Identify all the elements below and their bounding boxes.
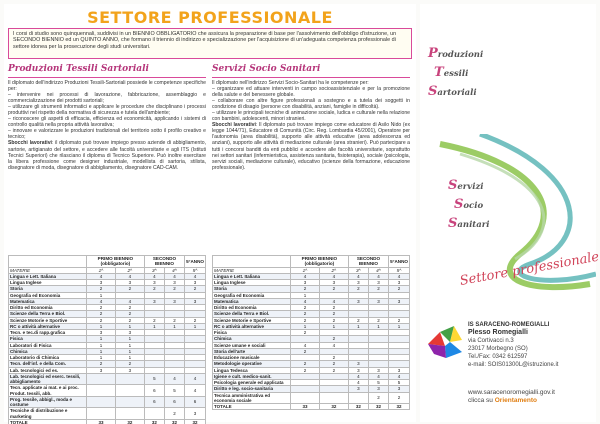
hours-cell: 2	[389, 392, 410, 404]
hours-cell: 1	[87, 355, 116, 361]
total-cell: 32	[319, 404, 348, 410]
school-info	[468, 321, 594, 369]
hours-cell: 4	[144, 273, 164, 279]
description-sociali	[212, 80, 410, 253]
description-tessili	[8, 80, 206, 253]
header-year: 5^	[185, 267, 206, 273]
subjects-table-tessili	[8, 255, 206, 424]
hours-cell: 2	[115, 305, 144, 311]
hours-cell: 2	[319, 361, 348, 367]
hours-cell: 1	[164, 323, 184, 329]
acronym-line	[454, 193, 489, 212]
acronym-word: essili	[443, 69, 469, 79]
header-year: 2^	[319, 267, 348, 273]
subject-name: Tecn. e tec.di rapp.grafica	[9, 330, 87, 336]
total-label: TOTALE	[9, 419, 87, 424]
hours-cell: 2	[115, 311, 144, 317]
hours-cell: 1	[115, 336, 144, 342]
subject-name: Matematica	[213, 298, 291, 304]
acronym-letter: S	[448, 216, 458, 231]
header-materie: MATERIE	[9, 267, 87, 273]
total-cell: 32	[164, 419, 184, 424]
hours-cell: 5	[368, 380, 388, 386]
subject-name: Geografia ed Economia	[9, 292, 87, 298]
hours-cell: 3	[144, 298, 164, 304]
hours-cell: 3	[348, 386, 368, 392]
desc-line	[212, 122, 410, 170]
hours-cell: 3	[115, 280, 144, 286]
acronym-line	[428, 80, 483, 99]
header-materie: MATERIE	[213, 267, 291, 273]
acronym-line	[428, 42, 483, 61]
hours-cell: 5	[164, 385, 184, 397]
subject-name: Lingua Inglese	[213, 280, 291, 286]
subject-name: Lab. tecnologici ed es.	[9, 367, 87, 373]
total-cell: 32	[348, 404, 368, 410]
hours-cell: 2	[185, 317, 206, 323]
hours-cell: 2	[389, 286, 410, 292]
acronym-word: roduzioni	[437, 50, 484, 60]
school-logo-icon	[426, 322, 464, 360]
table-row	[213, 392, 410, 404]
subject-name: Lingua e Lett. Italiana	[213, 273, 291, 279]
hours-cell	[87, 385, 116, 397]
hours-cell: 1	[87, 342, 116, 348]
header-empty	[213, 256, 291, 268]
total-cell: 32	[185, 419, 206, 424]
header-year: 1^	[87, 267, 116, 273]
subject-name: Diritto ed Economia	[9, 305, 87, 311]
header-year: 5^	[389, 267, 410, 273]
hours-cell: 1	[144, 323, 164, 329]
hours-cell: 4	[348, 380, 368, 386]
hours-cell: 1	[115, 348, 144, 354]
hours-cell: 3	[319, 280, 348, 286]
header-year: 3^	[348, 267, 368, 273]
heading-tessili: Produzioni Tessili Sartoriali	[8, 64, 206, 78]
hours-cell: 1	[115, 355, 144, 361]
hours-cell: 2	[291, 367, 320, 373]
hours-cell: 5	[144, 373, 164, 385]
subject-name: Storia	[9, 286, 87, 292]
hours-cell: 3	[389, 367, 410, 373]
hours-cell: 4	[115, 273, 144, 279]
hours-cell: 3	[389, 280, 410, 286]
header-year: 1^	[291, 267, 320, 273]
acronym-word: artoriali	[437, 88, 477, 98]
hours-cell: 4	[319, 342, 348, 348]
total-cell: 32	[368, 404, 388, 410]
plesso-name: Plesso Romegialli	[468, 329, 528, 336]
subject-name: Lingua e Lett. Italiana	[9, 273, 87, 279]
acronym-letter: P	[428, 46, 438, 61]
hours-cell: 4	[348, 273, 368, 279]
hours-cell: 2	[319, 355, 348, 361]
subject-name: Laboratorio di Chimica	[9, 355, 87, 361]
hours-cell: 2	[164, 317, 184, 323]
subject-name: RC o attività alternative	[213, 323, 291, 329]
hours-cell: 1	[291, 323, 320, 329]
subject-name: Storia	[213, 286, 291, 292]
total-cell: 32	[115, 419, 144, 424]
column-sociali	[212, 64, 410, 420]
hours-cell: 1	[115, 323, 144, 329]
hours-cell: 3	[389, 298, 410, 304]
hours-cell: 2	[368, 392, 388, 404]
table-row	[9, 373, 206, 385]
hours-cell: 1	[389, 323, 410, 329]
pts-tessili-acronym	[428, 42, 483, 99]
hours-cell: 2	[319, 305, 348, 311]
acronym-word: anitari	[457, 220, 490, 230]
hours-cell	[115, 385, 144, 397]
hours-cell: 2	[291, 348, 320, 354]
intro-box: I corsi di studio sono quinquennali, suddivisi in un BIENNIO OBBLIGATORIO che assicura la preparazione di base per l'assolvimento dell'obbligo d'istruzione, un SECONDO BIENNIO ed un QUINTO ANNO, che formano il triennio di indirizzo e specializzazione per l'acquisizione di un'adeguata competenza professionale di settore idonea per la prosecuzione degli studi universitari.	[8, 28, 412, 59]
hours-cell: 4	[291, 298, 320, 304]
table-row	[9, 408, 206, 420]
hours-cell: 3	[368, 367, 388, 373]
acronym-line	[448, 174, 489, 193]
hours-cell: 1	[87, 336, 116, 342]
subject-name: Laboratori di Fisica	[9, 342, 87, 348]
subject-name: Chimica	[9, 348, 87, 354]
subject-name: Geografia ed Economia	[213, 292, 291, 298]
hours-cell: 3	[164, 298, 184, 304]
desc-line: – riconoscere gli aspetti di efficacia, efficienza ed economicità, applicando i sistemi di controllo qualità nella propria attività lavorativa;	[8, 116, 206, 129]
hours-cell: 4	[319, 298, 348, 304]
hours-cell: 2	[87, 305, 116, 311]
hours-cell: 2	[389, 317, 410, 323]
hours-cell: 3	[185, 280, 206, 286]
hours-cell: 3	[115, 330, 144, 336]
hours-cell: 2	[368, 286, 388, 292]
address: via Cortivacci n.3	[468, 338, 514, 344]
hours-cell	[87, 396, 116, 408]
header-year: 3^	[144, 267, 164, 273]
hours-cell: 2	[319, 317, 348, 323]
hours-cell: 2	[87, 286, 116, 292]
total-cell: 32	[144, 419, 164, 424]
hours-cell: 3	[164, 280, 184, 286]
desc-line: Il diplomato dell'indirizzo Produzioni Tessili-Sartoriali possiede le competenze specifiche per:	[8, 80, 206, 93]
desc-line: – organizzare ed attuare interventi in campo socioassistenziale e per la promozione della salute e del benessere globale.	[212, 86, 410, 99]
hours-cell: 2	[348, 317, 368, 323]
header-secondo-biennio: SECONDO BIENNIO	[144, 256, 184, 268]
desc-line	[8, 140, 206, 170]
hours-cell: 1	[87, 348, 116, 354]
hours-cell: 3	[185, 298, 206, 304]
orientamento-link[interactable]: Orientamento	[494, 397, 538, 404]
hours-cell: 2	[115, 361, 144, 367]
hours-cell: 1	[87, 292, 116, 298]
hours-cell: 2	[87, 311, 116, 317]
hours-cell: 2	[319, 367, 348, 373]
hours-cell: 6	[144, 396, 164, 408]
desc-line: – innovare e valorizzare le produzioni tradizionali del territorio sotto il profilo creativo e tecnico;	[8, 128, 206, 141]
subject-name: Lab. tecnologici ed eserc. tessili, abbigliamento	[9, 373, 87, 385]
hours-cell: 6	[185, 396, 206, 408]
hours-cell: 1	[368, 323, 388, 329]
subject-name: Scienze della Terra e Biol.	[9, 311, 87, 317]
hours-cell: 4	[319, 273, 348, 279]
acronym-letter: S	[454, 197, 464, 212]
acronym-letter: T	[434, 65, 444, 80]
hours-cell: 4	[368, 273, 388, 279]
subject-name: Fisica	[213, 330, 291, 336]
web-info	[468, 389, 594, 405]
hours-cell: 3	[348, 367, 368, 373]
hours-cell: 6	[144, 385, 164, 397]
hours-cell: 2	[319, 336, 348, 342]
total-cell: 33	[291, 404, 320, 410]
hours-cell: 3	[291, 280, 320, 286]
heading-sociali: Servizi Socio Sanitari	[212, 64, 410, 78]
hours-cell: 4	[164, 373, 184, 385]
pts-sociali-acronym	[448, 174, 489, 231]
subject-name: RC o attività alternative	[9, 323, 87, 329]
hours-cell: 2	[291, 317, 320, 323]
click-text: clicca su	[468, 397, 493, 404]
subject-name: Metodologie operative	[213, 361, 291, 367]
subject-name: Tecn. dell'inf. e della Com.	[9, 361, 87, 367]
desc-line: – collaborare con altre figure professionali a sostegno e a tutela dei soggetti in condizione di disagio (persone con disabilità, anziani, famiglie in difficoltà).	[212, 98, 410, 111]
hours-cell	[348, 392, 368, 404]
subject-name: Fisica	[9, 336, 87, 342]
hours-cell: 2	[348, 286, 368, 292]
hours-cell: 1	[291, 292, 320, 298]
hours-cell: 4	[87, 298, 116, 304]
hours-cell: 2	[291, 311, 320, 317]
desc-line: – intervenire nei processi di lavorazione, fabbricazione, assemblaggio e commercializzazione dei prodotti sartoriali;	[8, 92, 206, 105]
hours-cell: 2	[291, 305, 320, 311]
hours-cell	[291, 392, 320, 404]
hours-cell: 6	[164, 396, 184, 408]
subject-name: Scienze Motorie e Sportive	[9, 317, 87, 323]
hours-cell: 4	[185, 385, 206, 397]
table-row	[9, 396, 206, 408]
hours-cell: 2	[87, 361, 116, 367]
hours-cell: 2	[87, 317, 116, 323]
hours-cell: 4	[164, 273, 184, 279]
hours-cell: 3	[87, 330, 116, 336]
hours-cell: 2	[291, 361, 320, 367]
table-row	[9, 385, 206, 397]
hours-cell: 3	[185, 408, 206, 420]
hours-cell: 4	[185, 273, 206, 279]
hours-cell: 3	[87, 367, 116, 373]
sbocchi-text: : il diplomato può trovare impiego presso aziende di abbigliamento, sartorie, artigianato del settore, e accedere alle facoltà universitarie e agli ITS (Istituti Tecnici Superiori) che rilasciano il diploma di Tecnico Superiore. Può inoltre esercitare la libera professione come designer industriale, modellista di sartoria, stilista, disegnatore di moda, disegnatore di abbigliamento, disegnatore CAD-CAM.	[8, 140, 206, 171]
subject-name: Diritto e leg. socio-sanitaria	[213, 386, 291, 392]
website-link[interactable]: www.saracenoromegialli.gov.it	[468, 389, 555, 396]
header-primo-biennio: PRIMO BIENNIO (obbligatorio)	[291, 256, 349, 268]
hours-cell: 4	[291, 273, 320, 279]
header-secondo-biennio: SECONDO BIENNIO	[348, 256, 388, 268]
hours-cell: 2	[144, 286, 164, 292]
hours-cell: 4	[389, 273, 410, 279]
hours-cell	[87, 373, 116, 385]
hours-cell: 3	[348, 298, 368, 304]
cover-panel	[420, 4, 600, 422]
hours-cell: 4	[348, 373, 368, 379]
hours-cell: 2	[319, 311, 348, 317]
hours-cell: 2	[291, 286, 320, 292]
acronym-line	[434, 61, 483, 80]
subject-name: Scienze della Terra e Biol.	[213, 311, 291, 317]
hours-cell: 4	[185, 373, 206, 385]
hours-cell: 5	[389, 380, 410, 386]
header-year: 4^	[368, 267, 388, 273]
hours-cell: 2	[291, 330, 320, 336]
hours-cell	[115, 396, 144, 408]
subject-name: Scienze Motorie e Sportive	[213, 317, 291, 323]
table-total-row	[9, 419, 206, 424]
hours-cell: 3	[87, 280, 116, 286]
hours-cell: 4	[115, 298, 144, 304]
acronym-line	[448, 212, 489, 231]
desc-line: – utilizzare gli strumenti informatici e applicare le procedure che disciplinano i processi produttivi nel rispetto della normativa di sicurezza e tutela dell'ambiente;	[8, 104, 206, 117]
subjects-table-sociali	[212, 255, 410, 410]
subject-name: Lingua Inglese	[9, 280, 87, 286]
hours-cell: 4	[291, 342, 320, 348]
subject-name: Educazione musicale	[213, 355, 291, 361]
desc-line: Il diplomato nell'indirizzo Servizi Socio-Sanitari ha le competenze per:	[212, 80, 369, 86]
hours-cell: 3	[389, 386, 410, 392]
subject-name: Psicologia generale ed applicata	[213, 380, 291, 386]
hours-cell	[87, 408, 116, 420]
total-cell: 32	[389, 404, 410, 410]
hours-cell	[115, 373, 144, 385]
subject-name: Tecniche di distribuzione e marketing	[9, 408, 87, 420]
subject-name: Tecnica amministrativa ed economia sociale	[213, 392, 291, 404]
hours-cell: 3	[144, 280, 164, 286]
hours-cell: 2	[115, 317, 144, 323]
hours-cell: 3	[368, 386, 388, 392]
hours-cell: 2	[319, 286, 348, 292]
phone: Tel./Fax: 0342 612597	[468, 354, 528, 360]
subject-name: Igiene e cult. medico-sanit.	[213, 373, 291, 379]
column-tessili	[8, 64, 206, 424]
subject-name: Prog. tessile, abbigl., moda e costume	[9, 396, 87, 408]
table-total-row	[213, 404, 410, 410]
header-primo-biennio: PRIMO BIENNIO (obbligatorio)	[87, 256, 145, 268]
hours-cell: 3	[348, 361, 368, 367]
email: e-mail: SOIS01300L@istruzione.it	[468, 362, 559, 368]
sbocchi-label: Sbocchi lavorativi	[8, 140, 52, 147]
hours-cell: 1	[185, 323, 206, 329]
hours-cell: 2	[115, 286, 144, 292]
total-cell: 33	[87, 419, 116, 424]
subject-name: Tecn. applicate ai mat. e ai proc. Produt. tessili, abb.	[9, 385, 87, 397]
hours-cell: 3	[368, 280, 388, 286]
header-quinto-anno: 5°ANNO	[185, 256, 206, 268]
hours-cell: 3	[368, 298, 388, 304]
subject-name: Scienze umane e sociali	[213, 342, 291, 348]
hours-cell: 2	[164, 286, 184, 292]
hours-cell: 2	[164, 408, 184, 420]
hours-cell: 2	[144, 317, 164, 323]
hours-cell: 1	[115, 342, 144, 348]
school-name: IS SARACENO-ROMEGIALLI	[468, 322, 550, 328]
hours-cell: 1	[87, 323, 116, 329]
header-year: 2^	[115, 267, 144, 273]
acronym-word: ervizi	[457, 182, 484, 192]
hours-cell: 3	[115, 367, 144, 373]
hours-cell: 4	[87, 273, 116, 279]
total-label: TOTALE	[213, 404, 291, 410]
hours-cell: 2	[185, 286, 206, 292]
header-year: 4^	[164, 267, 184, 273]
subject-name: Matematica	[9, 298, 87, 304]
sbocchi-text: : Il diplomato può trovare impiego come educatore di Asilo Nido (ex legge 1044/71), Educatore di Comunità (Circ. Reg. Lombardia 45/2001), Operatore per l'autonomia (area disabilità), supporto alle attività educative (area adolescenza ed anziani), supporto alle attività di mediazione culturale (area stranieri). Può partecipare a tutti i concorsi banditi da enti pubblici e accedere alle facoltà universitarie, soprattutto nei settori sanitari (infermieristica, assistenza sanitaria, fisioterapia), sociale (psicologia, servizi sociali, mediazione culturale), educativo (scienze della formazione, educazione professionale).	[212, 122, 410, 171]
acronym-letter: S	[428, 84, 438, 99]
hours-cell: 2	[368, 317, 388, 323]
desc-line: – utilizzare le principali tecniche di animazione sociale, ludica e culturale nella relazione con bambini, adolescenti, minori stranieri.	[212, 110, 410, 123]
subject-name: Chimica	[213, 336, 291, 342]
hours-cell	[115, 408, 144, 420]
hours-cell: 1	[348, 323, 368, 329]
hours-cell: 4	[389, 373, 410, 379]
table-header-row	[9, 256, 206, 268]
hours-cell: 4	[368, 373, 388, 379]
header-quinto-anno: 5°ANNO	[389, 256, 410, 268]
settore-professionale-script: Settore professionale	[458, 249, 600, 289]
orientamento-line	[468, 397, 594, 405]
city: 23017 Morbegno (SO)	[468, 346, 528, 352]
hours-cell	[144, 408, 164, 420]
subject-name: Lingua Tedesca	[213, 367, 291, 373]
subject-name: Diritto ed Economia	[213, 305, 291, 311]
subject-name: Storia dell'arte	[213, 348, 291, 354]
sbocchi-label: Sbocchi lavorativi	[212, 122, 256, 129]
page-title: SETTORE PROFESSIONALE	[87, 8, 333, 27]
hours-cell: 3	[348, 280, 368, 286]
hours-cell	[319, 392, 348, 404]
acronym-letter: S	[448, 178, 458, 193]
acronym-word: ocio	[463, 201, 484, 211]
hours-cell: 1	[319, 323, 348, 329]
table-header-row	[213, 256, 410, 268]
header-empty	[9, 256, 87, 268]
